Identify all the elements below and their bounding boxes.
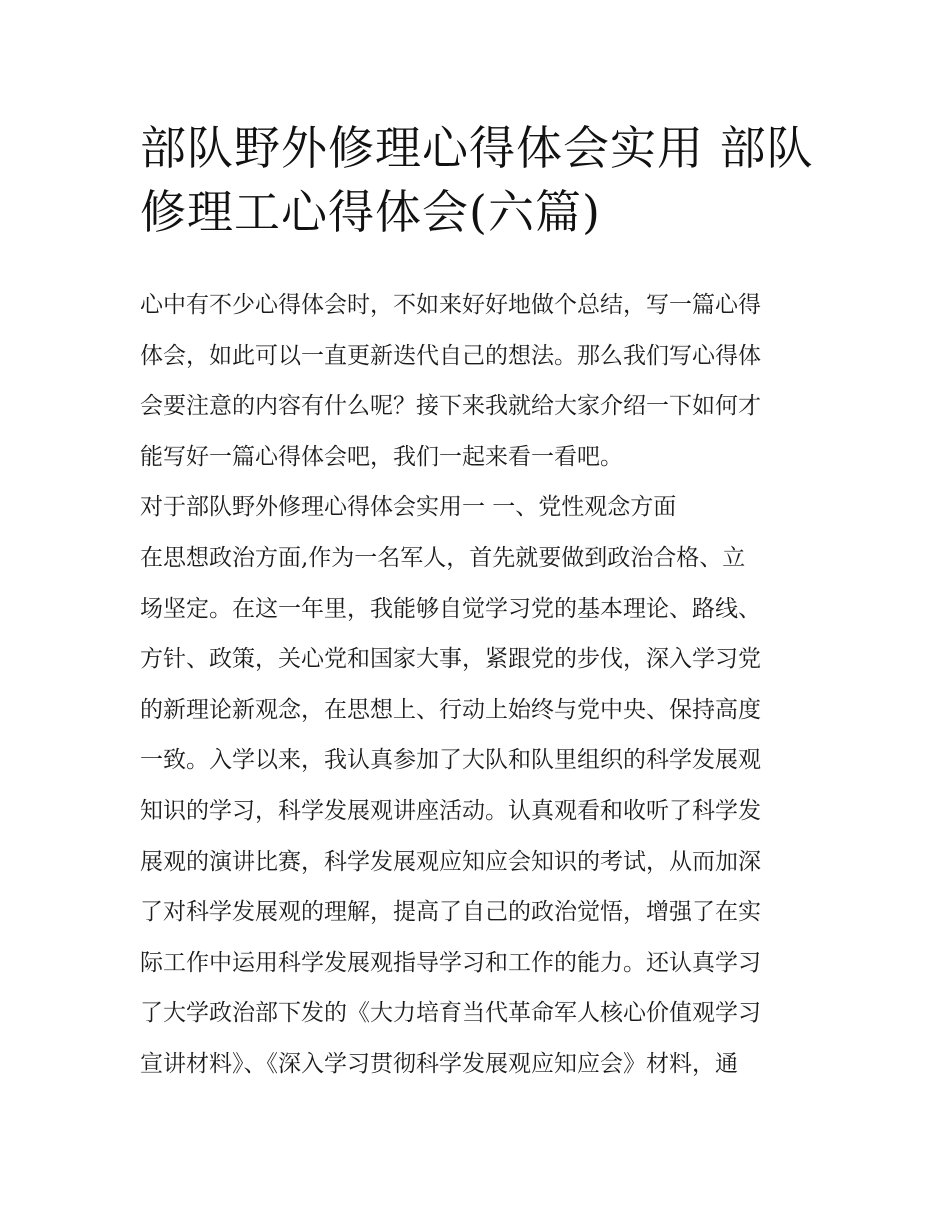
document-body bbox=[140, 280, 820, 1090]
body-line: 了大学政治部下发的《大力培育当代革命军人核心价值观学习 bbox=[140, 1000, 761, 1027]
body-line: 际工作中运用科学发展观指导学习和工作的能力。还认真学习 bbox=[140, 949, 761, 976]
body-line: 一致。入学以来，我认真参加了大队和队里组织的科学发展观 bbox=[140, 747, 761, 774]
document-title: 部队野外修理心得体会实用 部队修理工心得体会(六篇) bbox=[140, 121, 814, 239]
body-line: 场坚定。在这一年里，我能够自觉学习党的基本理论、路线、 bbox=[140, 595, 761, 622]
body-line: 了对科学发展观的理解，提高了自己的政治觉悟，增强了在实 bbox=[140, 899, 761, 926]
body-line: 的新理论新观念，在思想上、行动上始终与党中央、保持高度 bbox=[140, 696, 761, 723]
body-line: 在思想政治方面,作为一名军人，首先就要做到政治合格、立 bbox=[140, 544, 746, 571]
body-line: 展观的演讲比赛，科学发展观应知应会知识的考试，从而加深 bbox=[140, 848, 761, 875]
body-line: 体会，如此可以一直更新迭代自己的想法。那么我们写心得体 bbox=[140, 342, 761, 369]
body-line: 会要注意的内容有什么呢？接下来我就给大家介绍一下如何才 bbox=[140, 393, 761, 420]
body-line: 宣讲材料》、《深入学习贯彻科学发展观应知应会》材料，通 bbox=[140, 1050, 738, 1077]
body-line: 知识的学习，科学发展观讲座活动。认真观看和收听了科学发 bbox=[140, 797, 761, 824]
body-line: 方针、政策，关心党和国家大事，紧跟党的步伐，深入学习党 bbox=[140, 646, 761, 673]
section-heading-line: 对于部队野外修理心得体会实用一 一、党性观念方面 bbox=[140, 494, 677, 521]
body-line: 能写好一篇心得体会吧，我们一起来看一看吧。 bbox=[140, 443, 623, 470]
body-line: 心中有不少心得体会时，不如来好好地做个总结，写一篇心得 bbox=[140, 292, 761, 318]
